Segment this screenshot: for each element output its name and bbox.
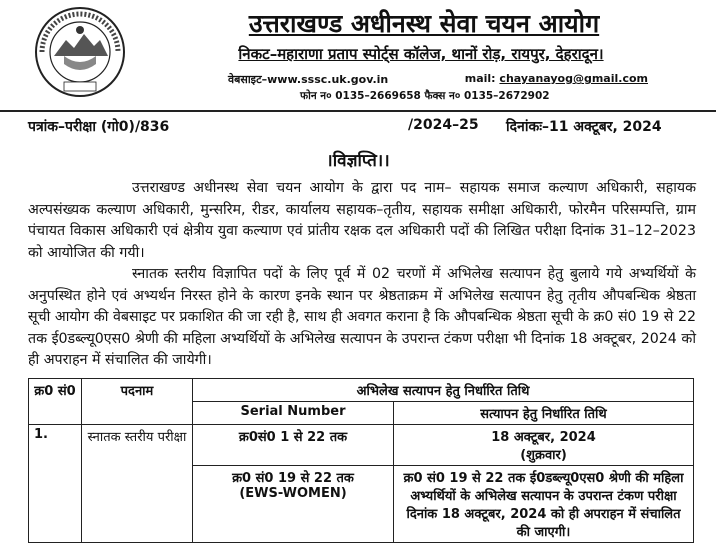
header-post-name: पदनाम bbox=[82, 379, 193, 425]
mail-link[interactable]: chayanayog@gmail.com bbox=[499, 72, 648, 85]
cell-date-b: क्र0 सं0 19 से 22 तक ई0डब्ल्यू0एस0 श्रेणी की महिला अभ्यर्थियों के अभिलेख सत्यापन के उपरान्त टंकण परीक्षा दिनांक 18 अक्टूबर, 2024 को ही अपराहन में संचालित की जाएगी। bbox=[394, 466, 694, 543]
commission-emblem-logo bbox=[34, 6, 126, 98]
reference-row bbox=[28, 117, 708, 139]
header-serial-no: क्र0 सं0 bbox=[29, 379, 82, 425]
letter-date: दिनांकः–11 अक्टूबर, 2024 bbox=[506, 119, 662, 135]
cell-sno: 1. bbox=[29, 425, 82, 543]
mail-block bbox=[465, 72, 648, 87]
notice-paragraph-2: स्नातक स्तरीय विज्ञापित पदों के लिए पूर्व में 02 चरणों में अभिलेख सत्यापन हेतु बुलाये गये अभ्यर्थियों के अनुपस्थित होने एवं अभ्यर्थन निरस्त होने के कारण इनके स्थान पर श्रेष्ठताक्रम में अभिलेख सत्यापन हेतु तृतीय औपबन्धिक श्रेष्ठता सूची आयोग की वेबसाइट पर प्रकाशित की जा रही है, साथ ही अवगत कराना है कि औपबन्धिक श्रेष्ठता सूची के क्र0 सं0 19 से 22 तक ई0डब्ल्यू0एस0 श्रेणी की महिला अभ्यर्थियों के अभिलेख सत्यापन के उपरान्त टंकण परीक्षा भी दिनांक 18 अक्टूबर, 2024 को ही अपराहन में संचालित की जायेगी। bbox=[28, 266, 696, 368]
mail-label: mail: bbox=[464, 72, 496, 85]
website-block bbox=[228, 72, 388, 87]
header-verification-date-group: अभिलेख सत्यापन हेतु निर्धारित तिथि bbox=[193, 379, 694, 402]
notice-title: ।विज्ञप्ति।। bbox=[326, 151, 390, 171]
header-verification-date: सत्यापन हेतु निर्धारित तिथि bbox=[394, 402, 694, 425]
cell-serial-a: क्र0सं0 1 से 22 तक bbox=[193, 425, 394, 466]
contact-line bbox=[228, 72, 648, 87]
website-label: वेबसाइट– bbox=[228, 73, 268, 86]
verification-schedule-table bbox=[28, 378, 694, 543]
table-header-row bbox=[29, 379, 694, 402]
cell-serial-b bbox=[193, 466, 394, 543]
organization-title: उत्तराखण्ड अधीनस्थ सेवा चयन आयोग bbox=[248, 9, 600, 38]
cell-date-a bbox=[394, 425, 694, 466]
serial-b-note: (EWS-WOMEN) bbox=[239, 486, 347, 501]
cell-post: स्नातक स्तरीय परीक्षा bbox=[82, 425, 193, 543]
table-row bbox=[29, 425, 694, 466]
date-a-value: 18 अक्टूबर, 2024 bbox=[491, 430, 596, 445]
letter-number: पत्रांक–परीक्षा (गो0)/836 bbox=[28, 119, 170, 135]
website-link[interactable]: www.sssc.uk.gov.in bbox=[267, 73, 389, 86]
letter-year: /2024–25 bbox=[408, 117, 479, 133]
header-divider bbox=[0, 110, 716, 112]
organization-address: निकट–महाराणा प्रताप स्पोर्ट्स कॉलेज, थानों रोड़, रायपुर, देहरादून। bbox=[238, 45, 604, 63]
serial-b-value: क्र0 सं0 19 से 22 तक bbox=[232, 471, 354, 486]
notice-paragraph-1: उत्तराखण्ड अधीनस्थ सेवा चयन आयोग के द्वारा पद नाम– सहायक समाज कल्याण अधिकारी, सहायक अल्पसंख्यक कल्याण अधिकारी, मुन्सरिम, रीडर, कार्यालय सहायक–तृतीय, सहायक समीक्षा अधिकारी, फोरमैन परिसम्पत्ति, ग्राम पंचायत विकास अधिकारी एवं क्षेत्रीय युवा कल्याण एवं प्रांतीय रक्षक दल अधिकारी पदों की लिखित परीक्षा दिनांक 31–12–2023 को आयोजित की गयी। bbox=[28, 180, 696, 261]
date-a-day: (शुक्रवार) bbox=[520, 448, 567, 463]
header-serial-number: Serial Number bbox=[193, 402, 394, 425]
phone-fax-line: फोन न० 0135–2669658 फैक्स न० 0135–2672902 bbox=[300, 90, 550, 102]
